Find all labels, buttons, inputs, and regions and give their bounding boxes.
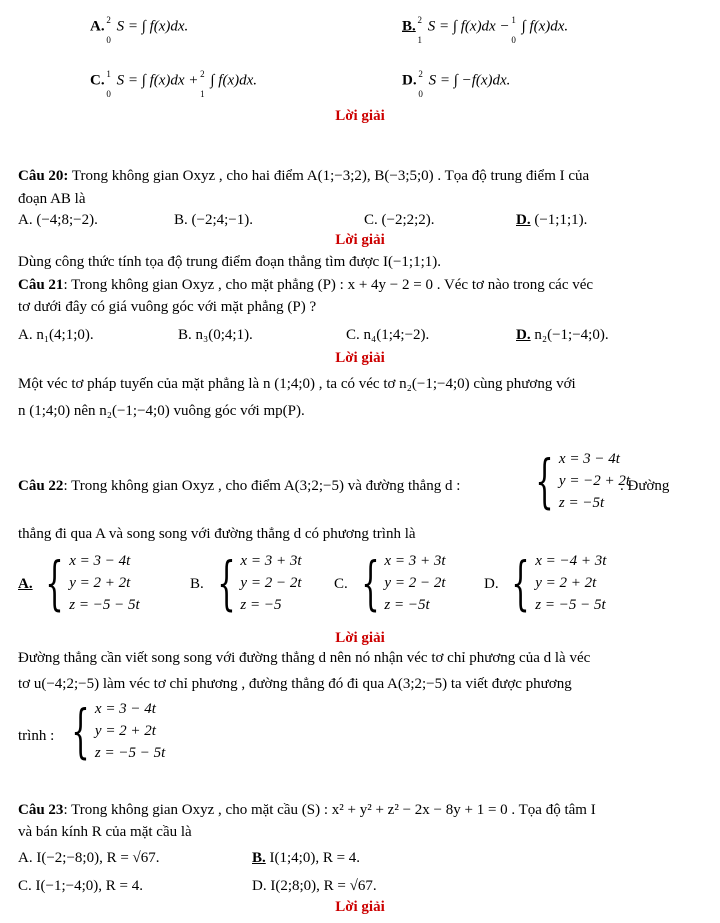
q19-option-a-text: S = ∫ f(x)dx.: [116, 18, 189, 35]
correct-option-label: A.: [18, 576, 33, 592]
q21-option-d: D. n₂(−1;−4;0).: [516, 327, 609, 343]
q20-option-b: B. (−2;4;−1).: [174, 212, 253, 228]
q21-stem-cont: tơ dưới đây có giá vuông góc với mặt phẳng (P) ?: [18, 299, 317, 315]
q20-option-c: C. (−2;2;2).: [364, 212, 435, 228]
option-label: A.: [90, 18, 105, 35]
question-label: Câu 23: [18, 802, 64, 818]
q19-option-a: A. 2 0 S = ∫ f(x)dx.: [90, 15, 189, 45]
question-label: Câu 21: [18, 277, 64, 293]
q22-option-a: A. { x = 3 − 4t y = 2 + 2t z = −5 − 5t: [18, 549, 140, 617]
q21-option-c: C. n₄(1;4;−2).: [346, 327, 430, 343]
q22-solution-label: trình :: [18, 728, 55, 744]
q23-stem: Câu 23: Trong không gian Oxyz , cho mặt cầu (S) : x² + y² + z² − 2x − 8y + 1 = 0 . Tọa độ tâm I: [18, 802, 596, 818]
correct-option-label: D.: [516, 327, 531, 343]
q22-option-b: B. { x = 3 + 3t y = 2 − 2t z = −5: [190, 549, 302, 617]
q21-solution-cont: n (1;4;0) nên n₂(−1;−4;0) vuông góc với mp(P).: [18, 403, 305, 419]
q20-option-a: A. (−4;8;−2).: [18, 212, 98, 228]
q19-option-c: C. 1 0 S = ∫ f(x)dx + 2 1 ∫ f(x)dx.: [90, 69, 258, 99]
question-label: Câu 22: [18, 478, 64, 494]
solution-heading: Lời giải: [335, 108, 385, 124]
q23-option-b: B. I(1;4;0), R = 4.: [252, 850, 361, 866]
correct-option-label: B.: [252, 850, 266, 866]
solution-heading: Lời giải: [335, 232, 385, 248]
q22-stem-end: . Đường: [620, 478, 670, 494]
q22-solution-system: { x = 3 − 4t y = 2 + 2t z = −5 − 5t: [71, 697, 166, 765]
q19-option-b: B. 2 1 S = ∫ f(x)dx − 1 0 ∫ f(x)dx.: [402, 15, 569, 45]
q23-option-d: D. I(2;8;0), R = √67.: [252, 878, 377, 894]
q20-stem: Câu 20: Trong không gian Oxyz , cho hai điểm A(1;−3;2), B(−3;5;0) . Tọa độ trung điểm I của: [18, 168, 590, 184]
q20-option-d: D. (−1;1;1).: [516, 212, 588, 228]
q20-solution: Dùng công thức tính tọa độ trung điểm đoạn thẳng tìm được I(−1;1;1).: [18, 254, 441, 270]
correct-option-label: B.: [402, 18, 416, 35]
q21-solution: Một véc tơ pháp tuyến của mặt phẳng là n (1;4;0) , ta có véc tơ n₂(−1;−4;0) cùng phương với: [18, 376, 576, 392]
q22-option-d: D. { x = −4 + 3t y = 2 + 2t z = −5 − 5t: [484, 549, 607, 617]
q19-option-d: D. 2 0 S = ∫ −f(x)dx.: [402, 69, 511, 99]
q22-stem: Câu 22: Trong không gian Oxyz , cho điểm A(3;2;−5) và đường thẳng d :: [18, 478, 461, 494]
q23-option-c: C. I(−1;−4;0), R = 4.: [18, 878, 143, 894]
solution-heading: Lời giải: [335, 350, 385, 366]
q20-stem-cont: đoạn AB là: [18, 191, 86, 207]
q23-option-a: A. I(−2;−8;0), R = √67.: [18, 850, 160, 866]
q21-stem: Câu 21: Trong không gian Oxyz , cho mặt phẳng (P) : x + 4y − 2 = 0 . Véc tơ nào trong các véc: [18, 277, 594, 293]
q22-solution-cont: tơ u(−4;2;−5) làm véc tơ chỉ phương , đường thẳng đó đi qua A(3;2;−5) ta viết được phương: [18, 676, 572, 692]
q22-stem-cont: thẳng đi qua A và song song với đường thẳng d có phương trình là: [18, 526, 416, 542]
q23-stem-cont: và bán kính R của mặt cầu là: [18, 824, 192, 840]
correct-option-label: D.: [516, 212, 531, 228]
solution-heading: Lời giải: [335, 630, 385, 646]
solution-heading: Lời giải: [335, 899, 385, 915]
q22-solution: Đường thẳng cần viết song song với đường thẳng d nên nó nhận véc tơ chỉ phương của d là véc: [18, 650, 591, 666]
q22-option-c: C. { x = 3 + 3t y = 2 − 2t z = −5t: [334, 549, 446, 617]
q22-stem-system: { x = 3 − 4t y = −2 + 2t z = −5t: [535, 447, 631, 515]
q21-option-b: B. n₃(0;4;1).: [178, 327, 253, 343]
question-label: Câu 20:: [18, 168, 69, 184]
q21-option-a: A. n₁(4;1;0).: [18, 327, 94, 343]
